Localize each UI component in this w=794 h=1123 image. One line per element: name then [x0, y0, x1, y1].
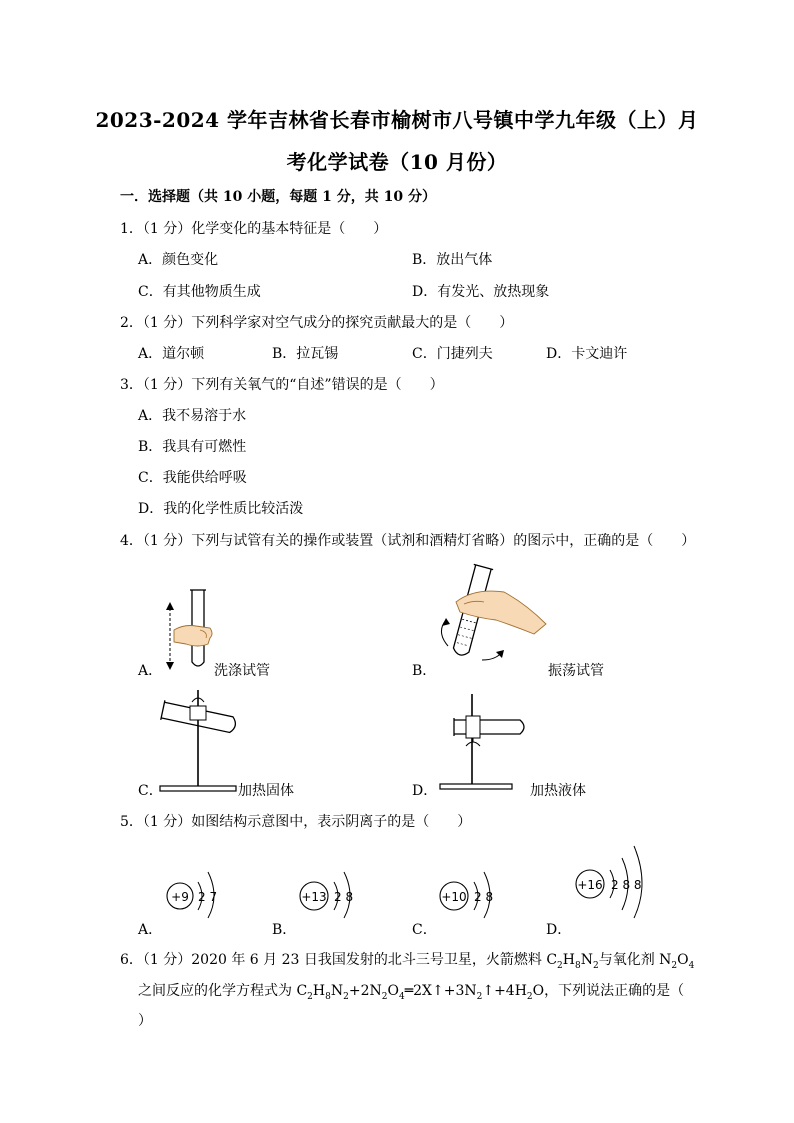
reaction-equation: $C_2H_8N_2+2N_2O_4═2X↑+3N_2↑+4H_2O$ — [296, 983, 545, 1002]
q3-option-c[interactable]: C．我能供给呼吸 — [138, 470, 247, 486]
fuel-formula: $C_2H_8N_2$ — [546, 952, 599, 971]
question-1-stem: 1．（1 分）化学变化的基本特征是（ ） — [120, 221, 388, 237]
q4-caption-b: 振荡试管 — [548, 663, 604, 679]
q6-line1-mid: 与氧化剂 — [598, 952, 660, 968]
atom-diagram-d — [574, 838, 674, 918]
q5-label-c[interactable]: C． — [412, 922, 437, 938]
question-6-line-3: ） — [138, 1013, 152, 1029]
question-3-stem: 3．（1 分）下列有关氧气的“自述”错误的是（ ） — [120, 377, 444, 393]
q6-line2-prefix: 之间反应的化学方程式为 — [138, 983, 297, 999]
q4-label-c[interactable]: C． — [138, 783, 163, 799]
q2-option-c[interactable]: C．门捷列夫 — [412, 346, 493, 362]
question-2-stem: 2．（1 分）下列科学家对空气成分的探究贡献最大的是（ ） — [120, 315, 514, 331]
title-line-2: 考化学试卷（10 月份） — [286, 150, 508, 174]
q1-option-a[interactable]: A．颜色变化 — [138, 252, 219, 268]
heat-liquid-figure — [440, 692, 530, 792]
q1-option-b[interactable]: B．放出气体 — [412, 252, 493, 268]
question-5-stem: 5．（1 分）如图结构示意图中，表示阴离子的是（ ） — [120, 814, 472, 830]
q6-line1-prefix: 6．（1 分）2020 年 6 月 23 日我国发射的北斗三号卫星，火箭燃料 — [120, 952, 547, 968]
atom-c-nucleus: +10 — [441, 890, 467, 904]
atom-diagram-a — [164, 852, 240, 918]
q4-label-b[interactable]: B． — [412, 663, 437, 679]
q2-option-a[interactable]: A．道尔顿 — [138, 346, 205, 362]
atom-b-nucleus: +13 — [301, 890, 327, 904]
question-4-stem: 4．（1 分）下列与试管有关的操作或装置（试剂和酒精灯省略）的图示中，正确的是（ ） — [120, 533, 696, 549]
q3-option-a[interactable]: A．我不易溶于水 — [138, 408, 247, 424]
atom-b-shells: 2 8 — [334, 890, 354, 904]
heat-solid-figure — [158, 688, 242, 792]
q4-caption-a: 洗涤试管 — [214, 663, 270, 679]
q5-label-b[interactable]: B． — [272, 922, 297, 938]
q1-option-d[interactable]: D．有发光、放热现象 — [412, 284, 550, 300]
section-heading: 一．选择题（共 10 小题，每题 1 分，共 10 分） — [120, 189, 436, 205]
atom-a-shells: 2 7 — [198, 890, 218, 904]
atom-diagram-b — [298, 852, 378, 918]
question-6-line-2 — [138, 980, 684, 1002]
q3-option-b[interactable]: B．我具有可燃性 — [138, 439, 247, 455]
atom-a-nucleus: +9 — [171, 890, 189, 904]
q2-option-b[interactable]: B．拉瓦锡 — [272, 346, 339, 362]
q6-line2-suffix: ，下列说法正确的是（ — [544, 983, 685, 999]
title-line-1: 2023-2024 学年吉林省长春市榆树市八号镇中学九年级（上）月 — [95, 108, 699, 132]
q2-option-d[interactable]: D．卡文迪许 — [546, 346, 628, 362]
atom-d-nucleus: +16 — [577, 878, 603, 892]
oxidizer-formula: $N_2O_4$ — [659, 952, 695, 971]
question-6-line-1 — [120, 949, 694, 971]
q4-label-d[interactable]: D． — [412, 783, 438, 799]
q1-option-c[interactable]: C．有其他物质生成 — [138, 284, 261, 300]
q5-label-d[interactable]: D． — [546, 922, 572, 938]
q4-label-a[interactable]: A． — [138, 663, 163, 679]
q4-caption-c: 加热固体 — [238, 783, 294, 799]
q4-caption-d: 加热液体 — [530, 783, 586, 799]
wash-test-tube-figure — [160, 586, 220, 678]
atom-diagram-c — [438, 852, 518, 918]
q5-label-a[interactable]: A． — [138, 922, 163, 938]
atom-d-shells: 2 8 8 — [611, 878, 642, 892]
shake-test-tube-figure — [434, 560, 552, 670]
atom-c-shells: 2 8 — [474, 890, 494, 904]
q3-option-d[interactable]: D．我的化学性质比较活泼 — [138, 501, 304, 517]
